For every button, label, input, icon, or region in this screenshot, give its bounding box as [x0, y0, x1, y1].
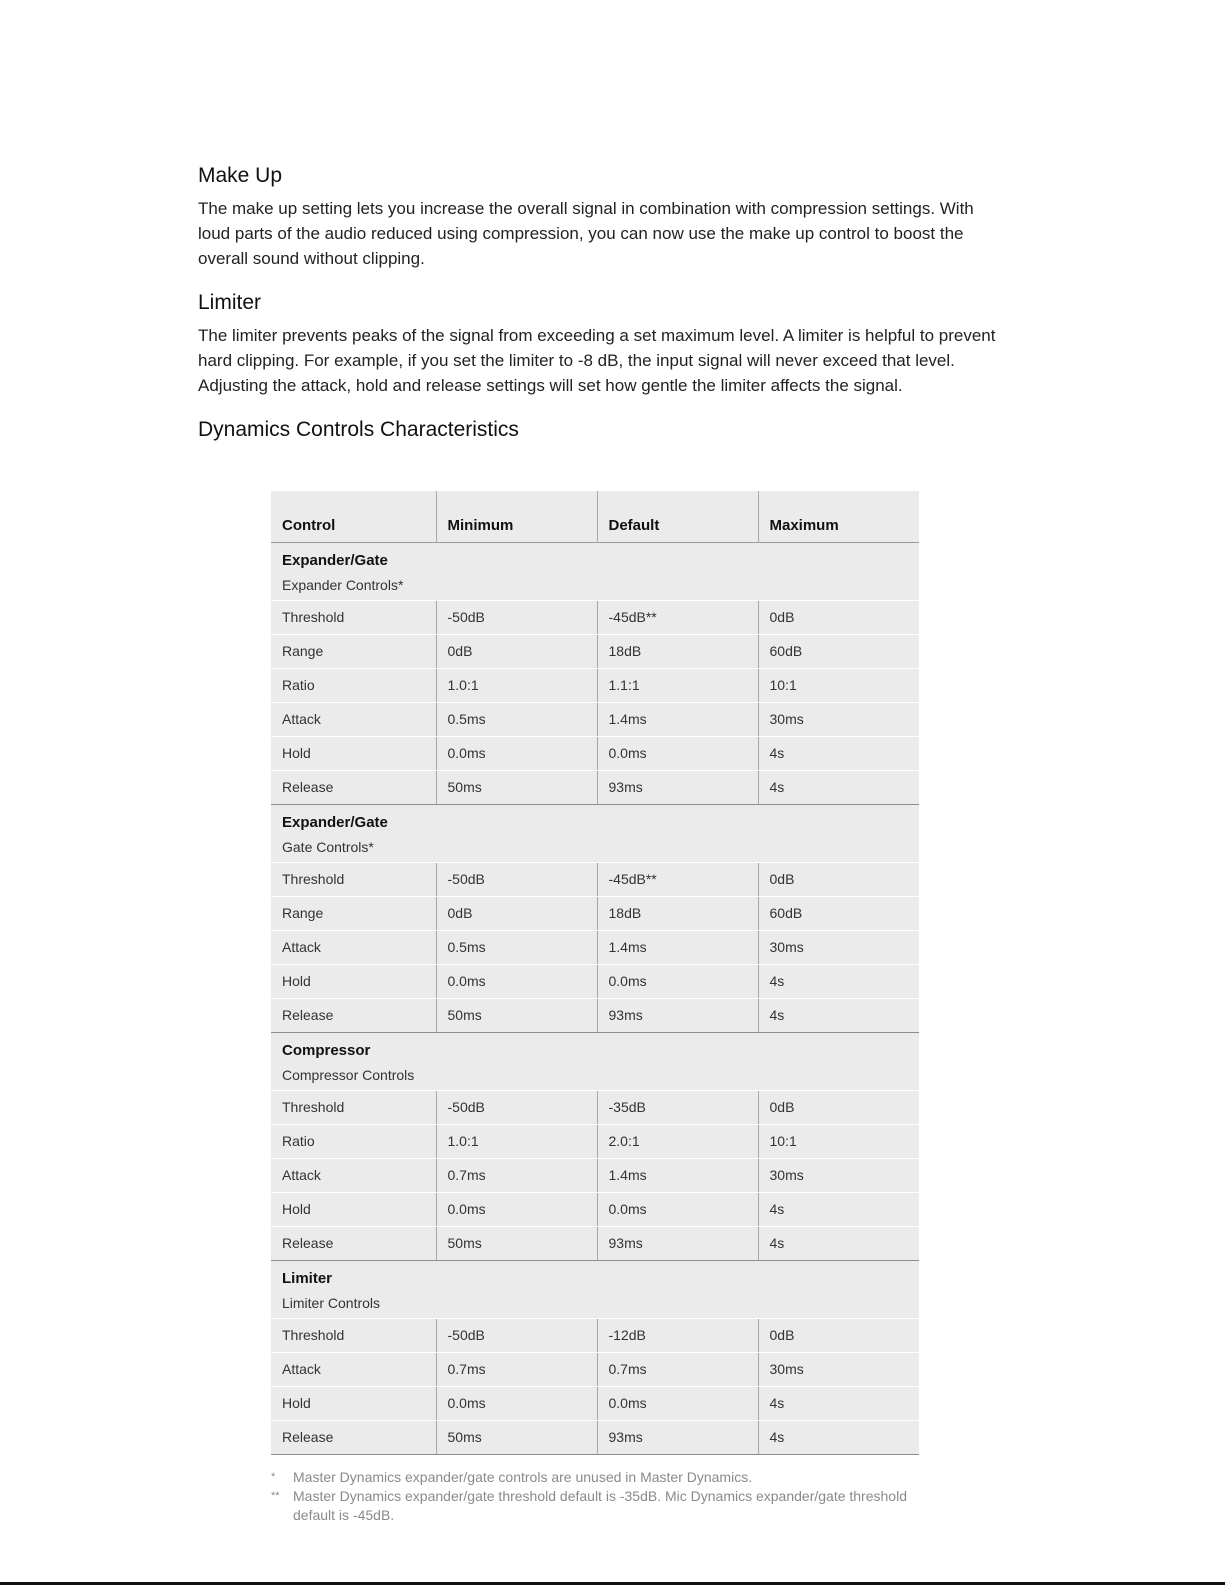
- table-row: [271, 702, 919, 736]
- table-cell: 0dB: [758, 600, 919, 634]
- table-cell: 2.0:1: [597, 1124, 758, 1158]
- table-cell: 0.5ms: [436, 930, 597, 964]
- table-cell: Release: [271, 1420, 436, 1454]
- table-row: [271, 964, 919, 998]
- group-header-cell: [271, 1032, 919, 1090]
- table-cell: 0.7ms: [436, 1352, 597, 1386]
- table-cell: -12dB: [597, 1318, 758, 1352]
- table-group-row: [271, 1260, 919, 1318]
- section-heading: Make Up: [198, 164, 283, 187]
- table-cell: 0dB: [758, 1090, 919, 1124]
- table-body: [271, 542, 919, 1454]
- table-cell: 50ms: [436, 1226, 597, 1260]
- table-cell: 4s: [758, 1386, 919, 1420]
- table-cell: 0.0ms: [597, 736, 758, 770]
- table-row: [271, 770, 919, 804]
- footnote-text: Master Dynamics expander/gate threshold default is -35dB. Mic Dynamics expander/gate threshold default is -45dB.: [293, 1488, 907, 1523]
- table-cell: Range: [271, 896, 436, 930]
- group-title: Compressor: [282, 1041, 371, 1059]
- table-cell: -50dB: [436, 1090, 597, 1124]
- table-row: [271, 634, 919, 668]
- table-row: [271, 1226, 919, 1260]
- table-cell: Hold: [271, 736, 436, 770]
- table-cell: 1.4ms: [597, 702, 758, 736]
- section-heading: Limiter: [198, 291, 262, 314]
- footnote: [271, 1487, 931, 1525]
- table-cell: 0.0ms: [436, 1386, 597, 1420]
- table-cell: 0dB: [436, 896, 597, 930]
- column-header: Maximum: [758, 491, 919, 542]
- group-header-cell: [271, 804, 919, 862]
- table-row: [271, 1352, 919, 1386]
- table-group-row: [271, 1032, 919, 1090]
- table-row: [271, 1124, 919, 1158]
- table-cell: 50ms: [436, 770, 597, 804]
- table-cell: 0.0ms: [436, 1192, 597, 1226]
- table-cell: 60dB: [758, 634, 919, 668]
- table-cell: 4s: [758, 1226, 919, 1260]
- table-cell: 50ms: [436, 1420, 597, 1454]
- table-cell: Attack: [271, 702, 436, 736]
- document-body: [198, 164, 998, 450]
- table-row: [271, 1192, 919, 1226]
- table-cell: 4s: [758, 964, 919, 998]
- table-cell: 0.0ms: [597, 1386, 758, 1420]
- table-cell: 4s: [758, 770, 919, 804]
- table-cell: Attack: [271, 1158, 436, 1192]
- footnote-mark: *: [271, 1471, 276, 1483]
- column-header: Minimum: [436, 491, 597, 542]
- table-row: [271, 1090, 919, 1124]
- table-cell: Threshold: [271, 600, 436, 634]
- footnote-mark: **: [271, 1490, 280, 1502]
- group-subtitle: Gate Controls*: [282, 838, 374, 855]
- group-header-cell: [271, 542, 919, 600]
- table-cell: 0.0ms: [436, 736, 597, 770]
- table-cell: 1.0:1: [436, 1124, 597, 1158]
- table-cell: 0.0ms: [597, 1192, 758, 1226]
- table-cell: -50dB: [436, 862, 597, 896]
- table-cell: Release: [271, 998, 436, 1032]
- table-row: [271, 930, 919, 964]
- group-subtitle: Expander Controls*: [282, 576, 404, 593]
- table-row: [271, 998, 919, 1032]
- table-cell: -45dB**: [597, 600, 758, 634]
- section-heading: Dynamics Controls Characteristics: [198, 418, 519, 441]
- table-cell: 1.4ms: [597, 930, 758, 964]
- table-row: [271, 1318, 919, 1352]
- group-title: Expander/Gate: [282, 813, 388, 831]
- section-paragraph: The make up setting lets you increase the overall signal in combination with compression settings. With loud parts of the audio reduced using compression, you can now use the make up control to boost the overall sound without clipping.: [198, 199, 974, 268]
- table-group-row: [271, 542, 919, 600]
- table-cell: 0.0ms: [597, 964, 758, 998]
- table-row: [271, 1420, 919, 1454]
- table-cell: 1.0:1: [436, 668, 597, 702]
- group-title: Limiter: [282, 1269, 333, 1287]
- table-cell: 0dB: [436, 634, 597, 668]
- table-row: [271, 600, 919, 634]
- table-cell: 1.1:1: [597, 668, 758, 702]
- footnote: [271, 1468, 931, 1487]
- dynamics-controls-table: [271, 491, 919, 1455]
- table-cell: Hold: [271, 1386, 436, 1420]
- table-row: [271, 896, 919, 930]
- table-cell: 60dB: [758, 896, 919, 930]
- table-cell: 4s: [758, 998, 919, 1032]
- table-cell: Range: [271, 634, 436, 668]
- table-cell: Attack: [271, 930, 436, 964]
- table-cell: 0dB: [758, 1318, 919, 1352]
- section-dynamics: [198, 418, 998, 442]
- table-cell: -45dB**: [597, 862, 758, 896]
- table-row: [271, 668, 919, 702]
- table-cell: Hold: [271, 964, 436, 998]
- table-cell: 30ms: [758, 1158, 919, 1192]
- table-cell: 0.5ms: [436, 702, 597, 736]
- table-cell: 18dB: [597, 896, 758, 930]
- table-cell: 93ms: [597, 1226, 758, 1260]
- table-cell: 30ms: [758, 1352, 919, 1386]
- table-cell: 0.0ms: [436, 964, 597, 998]
- table-cell: -50dB: [436, 1318, 597, 1352]
- table-cell: 93ms: [597, 998, 758, 1032]
- table-cell: 50ms: [436, 998, 597, 1032]
- table-cell: 4s: [758, 1420, 919, 1454]
- column-header: Default: [597, 491, 758, 542]
- section-limiter: [198, 291, 998, 398]
- table-cell: Ratio: [271, 1124, 436, 1158]
- table-row: [271, 1158, 919, 1192]
- table-header-row: [271, 491, 919, 542]
- table-cell: 0.7ms: [436, 1158, 597, 1192]
- section-paragraph: The limiter prevents peaks of the signal from exceeding a set maximum level. A limiter is helpful to prevent hard clipping. For example, if you set the limiter to -8 dB, the input signal will never exceed that level. Adjusting the attack, hold and release settings will set how gentle the limiter affects the signal.: [198, 326, 996, 395]
- table-cell: 10:1: [758, 1124, 919, 1158]
- table-cell: Attack: [271, 1352, 436, 1386]
- table-row: [271, 862, 919, 896]
- table-cell: 1.4ms: [597, 1158, 758, 1192]
- table-row: [271, 736, 919, 770]
- table-cell: 4s: [758, 736, 919, 770]
- section-make-up: [198, 164, 998, 271]
- group-subtitle: Limiter Controls: [282, 1294, 381, 1311]
- footnotes: [271, 1468, 931, 1525]
- table-cell: 18dB: [597, 634, 758, 668]
- group-title: Expander/Gate: [282, 551, 388, 569]
- table-cell: Threshold: [271, 1090, 436, 1124]
- group-header-cell: [271, 1260, 919, 1318]
- table-cell: Hold: [271, 1192, 436, 1226]
- table-cell: 93ms: [597, 1420, 758, 1454]
- dynamics-table-container: [271, 491, 919, 1455]
- table-cell: Ratio: [271, 668, 436, 702]
- table-cell: -50dB: [436, 600, 597, 634]
- table-cell: 30ms: [758, 702, 919, 736]
- table-cell: Release: [271, 770, 436, 804]
- column-header: Control: [271, 491, 436, 542]
- table-cell: Threshold: [271, 1318, 436, 1352]
- table-row: [271, 1386, 919, 1420]
- table-cell: Threshold: [271, 862, 436, 896]
- table-cell: 93ms: [597, 770, 758, 804]
- table-cell: Release: [271, 1226, 436, 1260]
- table-cell: -35dB: [597, 1090, 758, 1124]
- table-group-row: [271, 804, 919, 862]
- group-subtitle: Compressor Controls: [282, 1066, 415, 1083]
- table-cell: 0.7ms: [597, 1352, 758, 1386]
- table-cell: 30ms: [758, 930, 919, 964]
- table-cell: 10:1: [758, 668, 919, 702]
- table-cell: 0dB: [758, 862, 919, 896]
- table-cell: 4s: [758, 1192, 919, 1226]
- footnote-text: Master Dynamics expander/gate controls are unused in Master Dynamics.: [293, 1469, 753, 1485]
